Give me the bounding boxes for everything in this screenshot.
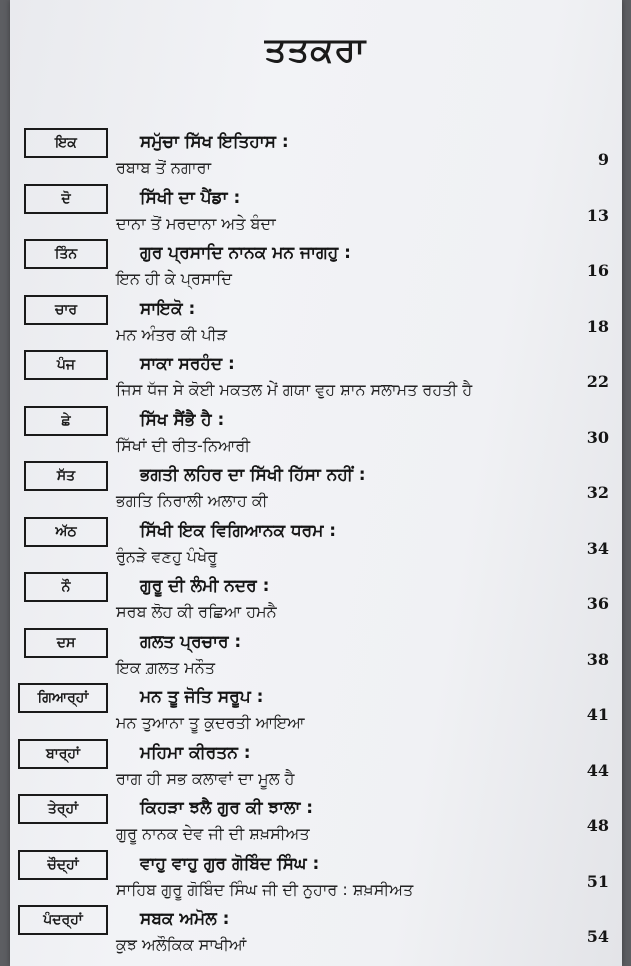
page-number: 32 [586,483,609,502]
chapter-title: ਗਲਤ ਪ੍ਰਚਾਰ : [140,631,242,652]
chapter-title: ਗੁਰੂ ਦੀ ਲੰਮੀ ਨਦਰ : [140,576,270,596]
toc-entry [0,572,631,632]
toc-entry [0,350,631,410]
page-number: 38 [586,649,609,669]
toc-entry [0,295,631,355]
chapter-title: ਸਿੱਖੀ ਇਕ ਵਿਗਿਆਨਕ ਧਰਮ : [140,520,337,541]
page-number: 54 [586,927,609,946]
chapter-number-box: ਚੌਦ੍ਹਾਂ [18,850,108,880]
page-number: 36 [586,594,609,613]
chapter-subtitle: ਇਕ ਗ਼ਲਤ ਮਨੌਤ [116,657,216,677]
chapter-subtitle: ਰੁੰਨੜੇ ਵਣਹੁ ਪੰਖੇਰੂ [116,546,218,566]
chapter-number-box: ਸੱਤ [24,461,108,491]
toc-entry [0,461,631,521]
page-number: 22 [586,372,609,391]
page-number: 44 [586,760,609,780]
chapter-subtitle: ਗੁਰੂ ਨਾਨਕ ਦੇਵ ਜੀ ਦੀ ਸ਼ਖ਼ਸੀਅਤ [116,824,310,843]
toc-entry [0,184,631,244]
chapter-title: ਵਾਹੁ ਵਾਹੁ ਗੁਰ ਗੋਬਿੰਦ ਸਿੰਘ : [140,853,320,874]
toc-entry [0,239,631,299]
chapter-title: ਸਬਕ ਅਮੋਲ : [140,909,230,929]
page-number: 48 [586,816,609,835]
page-number: 30 [586,427,609,447]
chapter-title: ਸਮੁੱਚਾ ਸਿੱਖ ਇਤਿਹਾਸ : [140,132,289,152]
chapter-number-box: ਗਿਆਰ੍ਹਾਂ [18,683,108,713]
page-number: 51 [586,871,609,891]
page-number: 18 [586,316,609,336]
toc-entry [0,517,631,577]
page-number: 13 [586,205,609,225]
toc-entry [0,406,631,466]
toc-entry [0,128,631,188]
toc-entry [0,905,631,965]
chapter-number-box: ਤਿੰਨ [24,239,108,269]
chapter-number-box: ਦੋ [24,184,108,214]
chapter-subtitle: ਭਗਤਿ ਨਿਰਾਲੀ ਅਲਾਹ ਕੀ [116,491,268,510]
toc-entry [0,739,631,799]
chapter-title: ਮਨ ਤੂ ਜੋਤਿ ਸਰੂਪ : [140,687,264,707]
chapter-number-box: ਨੌ [24,572,108,602]
page-title: ਤਤਕਰਾ [264,30,367,70]
chapter-subtitle: ਸਾਹਿਬ ਗੁਰੂ ਗੋਬਿੰਦ ਸਿੰਘ ਜੀ ਦੀ ਨੁਹਾਰ : ਸ਼ਖ਼ਸੀਅਤ [116,879,414,899]
chapter-subtitle: ਮਨ ਤੁਆਨਾ ਤੂ ਕੁਦਰਤੀ ਆਇਆ [116,713,305,732]
chapter-title: ਭਗਤੀ ਲਹਿਰ ਦਾ ਸਿੱਖੀ ਹਿੱਸਾ ਨਹੀਂ : [140,465,366,485]
chapter-subtitle: ਕੁਝ ਅਲੌਕਿਕ ਸਾਖੀਆਂ [116,935,247,954]
chapter-subtitle: ਦਾਨਾ ਤੋਂ ਮਰਦਾਨਾ ਅਤੇ ਬੰਦਾ [116,213,276,233]
chapter-number-box: ਚਾਰ [24,295,108,325]
toc-entry [0,683,631,743]
chapter-title: ਸਾਇਕੋ : [140,298,196,319]
page-number: 9 [597,150,609,169]
chapter-subtitle: ਸਰਬ ਲੋਹ ਕੀ ਰਛਿਆ ਹਮਨੈ [116,602,277,621]
chapter-subtitle: ਸਿੱਖਾਂ ਦੀ ਰੀਤ-ਨਿਆਰੀ [116,435,251,455]
chapter-subtitle: ਇਨ ਹੀ ਕੇ ਪ੍ਰਸਾਦਿ [116,269,232,288]
chapter-title: ਮਹਿਮਾ ਕੀਰਤਨ : [140,742,251,763]
chapter-number-box: ਤੇਰ੍ਹਾਂ [18,794,108,824]
chapter-subtitle: ਰਬਾਬ ਤੋਂ ਨਗਾਰਾ [116,158,212,177]
chapter-number-box: ਪੰਦਰ੍ਹਾਂ [18,905,108,935]
chapter-subtitle: ਮਨ ਅੰਤਰ ਕੀ ਪੀੜ [116,324,228,344]
chapter-title: ਸਿੱਖੀ ਦਾ ਪੈਂਡਾ : [140,187,241,208]
page-number: 34 [586,538,609,558]
chapter-number-box: ਦਸ [24,628,108,658]
chapter-number-box: ਪੰਜ [24,350,108,380]
chapter-subtitle: ਜਿਸ ਧੱਜ ਸੇ ਕੋਈ ਮਕਤਲ ਮੇਂ ਗਯਾ ਵੁਹ ਸ਼ਾਨ ਸਲਾਮਤ ਰਹਤੀ ਹੈ [116,380,473,399]
toc-entry [0,850,631,910]
page-number: 16 [586,261,609,280]
chapter-title: ਸਿੱਖ ਸੈਂਭੈ ਹੈ : [140,409,225,430]
page-number: 41 [586,705,609,724]
chapter-number-box: ਅੱਠ [24,517,108,547]
chapter-title: ਗੁਰ ਪ੍ਰਸਾਦਿ ਨਾਨਕ ਮਨ ਜਾਗਹੁ : [140,243,351,263]
toc-entry [0,628,631,688]
chapter-number-box: ਬਾਰ੍ਹਾਂ [18,739,108,769]
chapter-number-box: ਛੇ [24,406,108,436]
toc-entry [0,794,631,854]
chapter-subtitle: ਰਾਗ ਹੀ ਸਭ ਕਲਾਵਾਂ ਦਾ ਮੂਲ ਹੈ [116,768,295,788]
chapter-number-box: ਇਕ [24,128,108,158]
chapter-title: ਸਾਕਾ ਸਰਹੰਦ : [140,354,235,374]
chapter-title: ਕਿਹੜਾ ਝਲੈ ਗੁਰ ਕੀ ਝਾਲਾ : [140,798,314,818]
